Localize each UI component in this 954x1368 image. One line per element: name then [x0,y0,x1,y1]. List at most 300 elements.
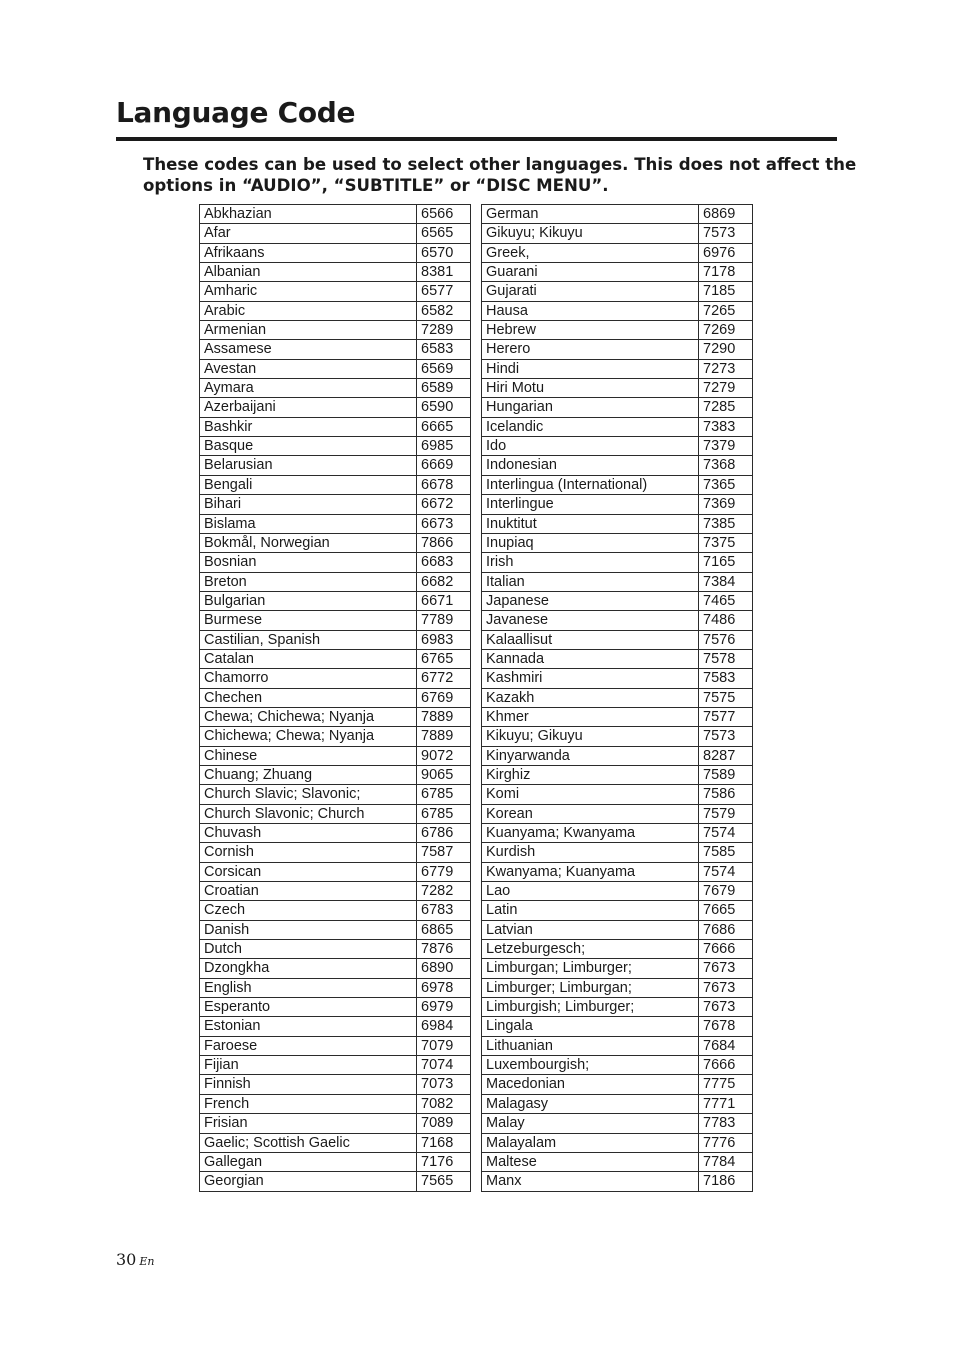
language-name: Gikuyu; Kikuyu [482,224,699,243]
language-code: 7589 [699,765,753,784]
language-name: Interlingua (International) [482,475,699,494]
table-row [200,669,471,688]
page-number: 30 [116,1250,137,1269]
language-name: Herero [482,340,699,359]
language-code: 6769 [417,688,471,707]
language-code: 7285 [699,398,753,417]
language-name: Manx [482,1172,699,1191]
table-row [200,920,471,939]
table-row [482,824,753,843]
table-row [200,340,471,359]
table-row [482,205,753,224]
language-name: Amharic [200,282,417,301]
language-code: 7889 [417,727,471,746]
table-row [482,243,753,262]
table-row [482,882,753,901]
language-name: Avestan [200,359,417,378]
table-row [200,882,471,901]
table-row [200,456,471,475]
language-name: Fijian [200,1056,417,1075]
intro-line-2: options in “AUDIO”, “SUBTITLE” or “DISC MENU”. [143,176,609,195]
language-name: Komi [482,785,699,804]
language-name: Bosnian [200,553,417,572]
language-name: Aymara [200,379,417,398]
intro-line-1: These codes can be used to select other languages. This does not affect the [143,155,857,174]
table-row [200,553,471,572]
table-row [482,978,753,997]
language-name: Afrikaans [200,243,417,262]
table-row [200,1017,471,1036]
language-code: 7269 [699,321,753,340]
language-code: 7673 [699,959,753,978]
language-name: Malayalam [482,1133,699,1152]
language-code: 6785 [417,785,471,804]
language-code: 6772 [417,669,471,688]
table-row [482,649,753,668]
language-name: Limburgish; Limburger; [482,998,699,1017]
language-code: 7665 [699,901,753,920]
language-code: 7684 [699,1036,753,1055]
language-code: 6590 [417,398,471,417]
table-row [200,978,471,997]
title-rule [116,137,837,141]
language-code: 6983 [417,630,471,649]
language-name: Finnish [200,1075,417,1094]
table-row [200,243,471,262]
table-row [482,959,753,978]
language-code: 6669 [417,456,471,475]
language-code: 7178 [699,263,753,282]
language-code: 7265 [699,301,753,320]
language-code: 7866 [417,533,471,552]
table-row [200,688,471,707]
table-row [200,437,471,456]
table-row [200,263,471,282]
table-row [482,746,753,765]
language-code: 6565 [417,224,471,243]
language-code: 6582 [417,301,471,320]
language-code: 7666 [699,1056,753,1075]
table-row [200,1075,471,1094]
language-name: Chinese [200,746,417,765]
language-code: 7089 [417,1114,471,1133]
language-code: 7168 [417,1133,471,1152]
table-row [482,475,753,494]
language-code: 7889 [417,707,471,726]
language-name: Greek, [482,243,699,262]
language-name: Macedonian [482,1075,699,1094]
table-row [200,1056,471,1075]
language-name: Ido [482,437,699,456]
language-name: Kirghiz [482,765,699,784]
language-name: Hebrew [482,321,699,340]
language-name: Limburger; Limburgan; [482,978,699,997]
table-row [200,649,471,668]
table-row [200,359,471,378]
language-name: Khmer [482,707,699,726]
language-code: 7673 [699,978,753,997]
language-name: Malagasy [482,1094,699,1113]
language-code: 6589 [417,379,471,398]
language-name: Danish [200,920,417,939]
language-code: 7176 [417,1152,471,1171]
table-row [482,940,753,959]
table-row [482,456,753,475]
language-name: Kannada [482,649,699,668]
table-row [200,707,471,726]
language-name: Lithuanian [482,1036,699,1055]
language-name: Assamese [200,340,417,359]
language-code: 7573 [699,727,753,746]
table-row [482,591,753,610]
language-code: 6678 [417,475,471,494]
table-row [200,572,471,591]
table-row [482,1017,753,1036]
table-row [482,727,753,746]
language-name: Church Slavic; Slavonic; [200,785,417,804]
language-name: Catalan [200,649,417,668]
language-name: Dutch [200,940,417,959]
language-name: Bengali [200,475,417,494]
table-row [482,630,753,649]
language-name: Kuanyama; Kwanyama [482,824,699,843]
language-code: 6583 [417,340,471,359]
language-code: 7573 [699,224,753,243]
language-code: 7186 [699,1172,753,1191]
language-code: 6979 [417,998,471,1017]
language-name: Bashkir [200,417,417,436]
language-name: Afar [200,224,417,243]
language-code: 7783 [699,1114,753,1133]
table-row [200,630,471,649]
table-row [482,901,753,920]
table-row [200,591,471,610]
language-code: 7789 [417,611,471,630]
language-code: 6783 [417,901,471,920]
table-row [482,1036,753,1055]
table-row [200,1036,471,1055]
language-name: Esperanto [200,998,417,1017]
table-row [482,1172,753,1191]
language-name: Latin [482,901,699,920]
table-row [200,804,471,823]
language-code: 7666 [699,940,753,959]
table-row [482,785,753,804]
table-row [482,437,753,456]
language-name: Lingala [482,1017,699,1036]
language-code: 6976 [699,243,753,262]
table-row [482,359,753,378]
language-name: Kalaallisut [482,630,699,649]
language-name: Gujarati [482,282,699,301]
language-name: English [200,978,417,997]
table-row [482,379,753,398]
language-name: Chewa; Chichewa; Nyanja [200,707,417,726]
language-name: Hindi [482,359,699,378]
language-name: Inuktitut [482,514,699,533]
language-name: Kikuyu; Gikuyu [482,727,699,746]
language-code: 7776 [699,1133,753,1152]
language-code: 6869 [699,205,753,224]
language-name: Chuvash [200,824,417,843]
table-row [482,1133,753,1152]
language-name: Hiri Motu [482,379,699,398]
language-code: 7465 [699,591,753,610]
language-code: 7576 [699,630,753,649]
language-code: 7079 [417,1036,471,1055]
language-code: 7775 [699,1075,753,1094]
language-name: Chichewa; Chewa; Nyanja [200,727,417,746]
language-code: 8287 [699,746,753,765]
table-row [482,688,753,707]
table-row [200,224,471,243]
language-code: 7273 [699,359,753,378]
language-name: Latvian [482,920,699,939]
language-code: 6985 [417,437,471,456]
language-code: 7579 [699,804,753,823]
language-name: Bihari [200,495,417,514]
table-row [200,321,471,340]
language-name: Kwanyama; Kuanyama [482,862,699,881]
language-name: Belarusian [200,456,417,475]
language-code: 6665 [417,417,471,436]
language-code: 7876 [417,940,471,959]
table-row [482,765,753,784]
table-row [482,669,753,688]
table-row [200,417,471,436]
language-name: Interlingue [482,495,699,514]
table-row [200,1094,471,1113]
language-name: Indonesian [482,456,699,475]
table-row [200,843,471,862]
language-code: 7586 [699,785,753,804]
language-code: 9072 [417,746,471,765]
table-row [200,959,471,978]
table-row [482,553,753,572]
language-code: 7384 [699,572,753,591]
table-row [200,205,471,224]
language-name: Castilian, Spanish [200,630,417,649]
language-code: 6765 [417,649,471,668]
table-row [482,1152,753,1171]
language-name: Breton [200,572,417,591]
language-code: 6984 [417,1017,471,1036]
language-name: Hungarian [482,398,699,417]
language-code: 7375 [699,533,753,552]
table-row [200,901,471,920]
table-row [200,1152,471,1171]
language-name: Malay [482,1114,699,1133]
table-row [200,1114,471,1133]
table-row [482,804,753,823]
language-name: Inupiaq [482,533,699,552]
table-row [482,282,753,301]
language-code: 7585 [699,843,753,862]
language-code: 7282 [417,882,471,901]
language-code-table-left [199,204,471,1192]
table-row [200,824,471,843]
table-row [482,862,753,881]
table-row [200,282,471,301]
language-code: 7290 [699,340,753,359]
table-row [482,611,753,630]
language-code: 7074 [417,1056,471,1075]
language-code-table-right [481,204,753,1192]
language-code: 7678 [699,1017,753,1036]
language-name: Albanian [200,263,417,282]
table-row [482,533,753,552]
language-name: Chechen [200,688,417,707]
table-row [482,263,753,282]
table-row [482,224,753,243]
table-row [200,940,471,959]
page-footer [116,1250,154,1269]
table-row [482,398,753,417]
table-row [200,398,471,417]
language-name: Bokmål, Norwegian [200,533,417,552]
language-name: Italian [482,572,699,591]
table-row [200,611,471,630]
language-code: 7383 [699,417,753,436]
language-code: 7365 [699,475,753,494]
language-code: 6785 [417,804,471,823]
language-name: Kashmiri [482,669,699,688]
language-name: Bislama [200,514,417,533]
language-code: 7486 [699,611,753,630]
language-code: 7368 [699,456,753,475]
language-code: 6671 [417,591,471,610]
table-row [200,379,471,398]
table-row [482,514,753,533]
table-row [200,475,471,494]
language-code: 6570 [417,243,471,262]
language-code: 7575 [699,688,753,707]
language-code: 8381 [417,263,471,282]
language-name: Hausa [482,301,699,320]
table-row [482,340,753,359]
language-code: 7679 [699,882,753,901]
table-row [482,495,753,514]
language-name: Azerbaijani [200,398,417,417]
language-code: 7578 [699,649,753,668]
intro-text [143,154,857,196]
table-row [200,301,471,320]
language-code: 7574 [699,862,753,881]
language-name: Kurdish [482,843,699,862]
table-row [200,727,471,746]
language-name: Kinyarwanda [482,746,699,765]
language-code: 6683 [417,553,471,572]
table-row [482,321,753,340]
language-code: 6786 [417,824,471,843]
page-title: Language Code [116,96,356,129]
language-code: 7565 [417,1172,471,1191]
table-row [200,1133,471,1152]
table-row [200,998,471,1017]
language-name: Croatian [200,882,417,901]
language-code: 7574 [699,824,753,843]
language-name: Bulgarian [200,591,417,610]
language-name: Icelandic [482,417,699,436]
language-name: Guarani [482,263,699,282]
table-row [200,533,471,552]
language-name: Frisian [200,1114,417,1133]
page-language: En [139,1255,155,1268]
language-code: 6865 [417,920,471,939]
language-code: 7583 [699,669,753,688]
table-row [482,998,753,1017]
language-code: 6566 [417,205,471,224]
language-code: 7379 [699,437,753,456]
language-name: Burmese [200,611,417,630]
table-row [482,417,753,436]
language-name: Lao [482,882,699,901]
language-name: Luxembourgish; [482,1056,699,1075]
table-row [482,1114,753,1133]
language-name: Japanese [482,591,699,610]
language-name: Chuang; Zhuang [200,765,417,784]
language-name: French [200,1094,417,1113]
language-code: 7369 [699,495,753,514]
language-code: 7587 [417,843,471,862]
language-name: Armenian [200,321,417,340]
table-row [200,765,471,784]
table-row [482,1094,753,1113]
language-name: Limburgan; Limburger; [482,959,699,978]
language-code: 6577 [417,282,471,301]
language-name: Church Slavonic; Church [200,804,417,823]
language-name: Cornish [200,843,417,862]
table-row [482,920,753,939]
language-code: 7289 [417,321,471,340]
language-code: 7784 [699,1152,753,1171]
language-name: Dzongkha [200,959,417,978]
language-code: 6978 [417,978,471,997]
language-name: Javanese [482,611,699,630]
table-row [482,707,753,726]
table-row [200,746,471,765]
language-code: 6569 [417,359,471,378]
table-row [200,862,471,881]
language-name: Estonian [200,1017,417,1036]
language-code: 7279 [699,379,753,398]
language-code: 6672 [417,495,471,514]
language-code: 7073 [417,1075,471,1094]
table-row [482,301,753,320]
table-row [200,495,471,514]
language-code: 7385 [699,514,753,533]
language-name: Irish [482,553,699,572]
table-row [482,1075,753,1094]
language-name: Letzeburgesch; [482,940,699,959]
language-name: Arabic [200,301,417,320]
language-name: Chamorro [200,669,417,688]
language-name: Gaelic; Scottish Gaelic [200,1133,417,1152]
language-code: 7577 [699,707,753,726]
table-row [482,1056,753,1075]
table-row [200,1172,471,1191]
language-code: 7686 [699,920,753,939]
language-code: 7771 [699,1094,753,1113]
language-name: Maltese [482,1152,699,1171]
language-name: Georgian [200,1172,417,1191]
table-row [200,514,471,533]
language-code: 9065 [417,765,471,784]
table-row [482,572,753,591]
language-code: 6890 [417,959,471,978]
table-row [482,843,753,862]
language-name: Corsican [200,862,417,881]
